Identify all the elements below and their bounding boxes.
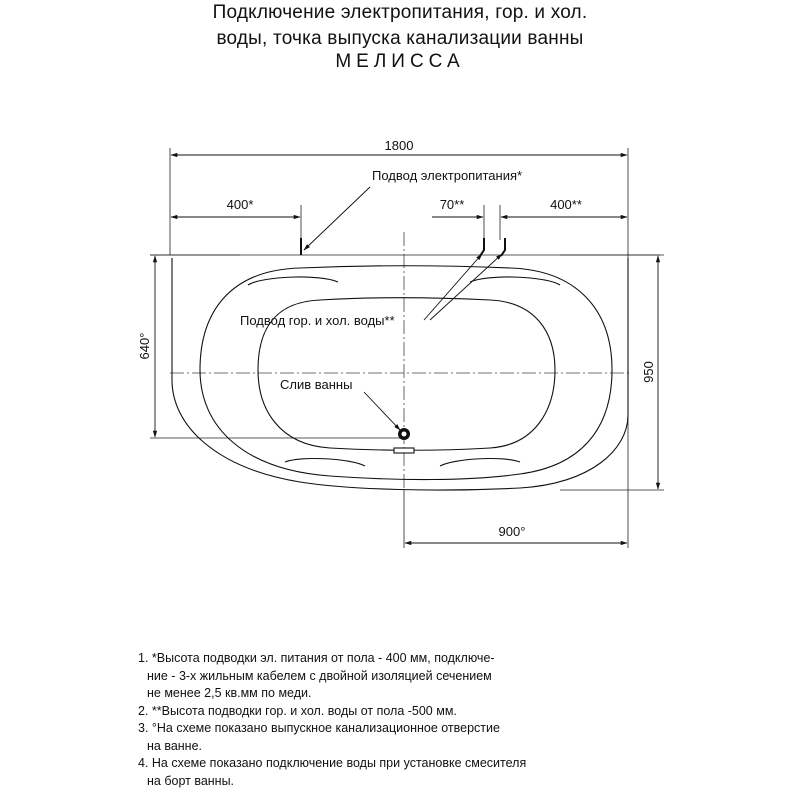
- title-line-1: Подключение электропитания, гор. и хол.: [212, 2, 588, 23]
- drain-callout-label: Слив ванны: [280, 377, 353, 392]
- bathtub-outer-outline: [172, 258, 628, 490]
- note-item-4: [138, 755, 618, 790]
- note-4-line-1: 4. На схеме показано подключение воды при установке смесителя: [138, 756, 527, 770]
- title-line-3: МЕЛИССА: [335, 51, 465, 72]
- dim-label-950: 950: [641, 361, 656, 383]
- electric-callout-leader: [304, 187, 370, 250]
- title-line-2: воды, точка выпуска канализации ванны: [216, 28, 584, 49]
- hot-water-pipe: [480, 238, 484, 256]
- note-3-line-2: на ванне.: [147, 738, 203, 753]
- note-1-line-2: ние - 3-х жильным кабелем с двойной изоляцией сечением: [147, 668, 492, 683]
- armrest-right: [440, 459, 520, 466]
- dim-label-1800: 1800: [384, 138, 414, 153]
- note-4-line-2: на борт ванны.: [147, 773, 235, 788]
- drain-callout-leader: [364, 392, 400, 430]
- dim-label-400-electric: 400*: [226, 197, 254, 212]
- note-item-1: [138, 650, 618, 703]
- overflow-slot: [394, 448, 414, 453]
- water-callout-leader-1: [424, 254, 482, 320]
- note-1-line-1: 1. *Высота подводки эл. питания от пола - 400 мм, подключе-: [138, 651, 495, 665]
- water-callout-leader-2: [430, 254, 502, 320]
- dim-label-900: 900°: [498, 524, 526, 539]
- dim-label-640: 640°: [137, 332, 152, 360]
- armrest-left: [285, 459, 365, 466]
- electric-callout-label: Подвод электропитания*: [372, 168, 523, 183]
- headrest-left: [248, 277, 338, 285]
- cold-water-pipe: [501, 238, 505, 256]
- dim-label-70: 70**: [439, 197, 465, 212]
- water-callout-label: Подвод гор. и хол. воды**: [240, 313, 395, 328]
- notes-list: [138, 650, 618, 790]
- dim-label-400-water: 400**: [550, 197, 582, 212]
- note-1-line-3: не менее 2,5 кв.мм по меди.: [147, 686, 312, 700]
- note-item-3: [138, 720, 618, 755]
- note-2-line-1: 2. **Высота подводки гор. и хол. воды от пола -500 мм.: [138, 703, 457, 718]
- note-item-2: [138, 703, 618, 721]
- headrest-right: [470, 277, 560, 285]
- note-3-line-1: 3. °На схеме показано выпускное канализационное отверстие: [138, 721, 500, 735]
